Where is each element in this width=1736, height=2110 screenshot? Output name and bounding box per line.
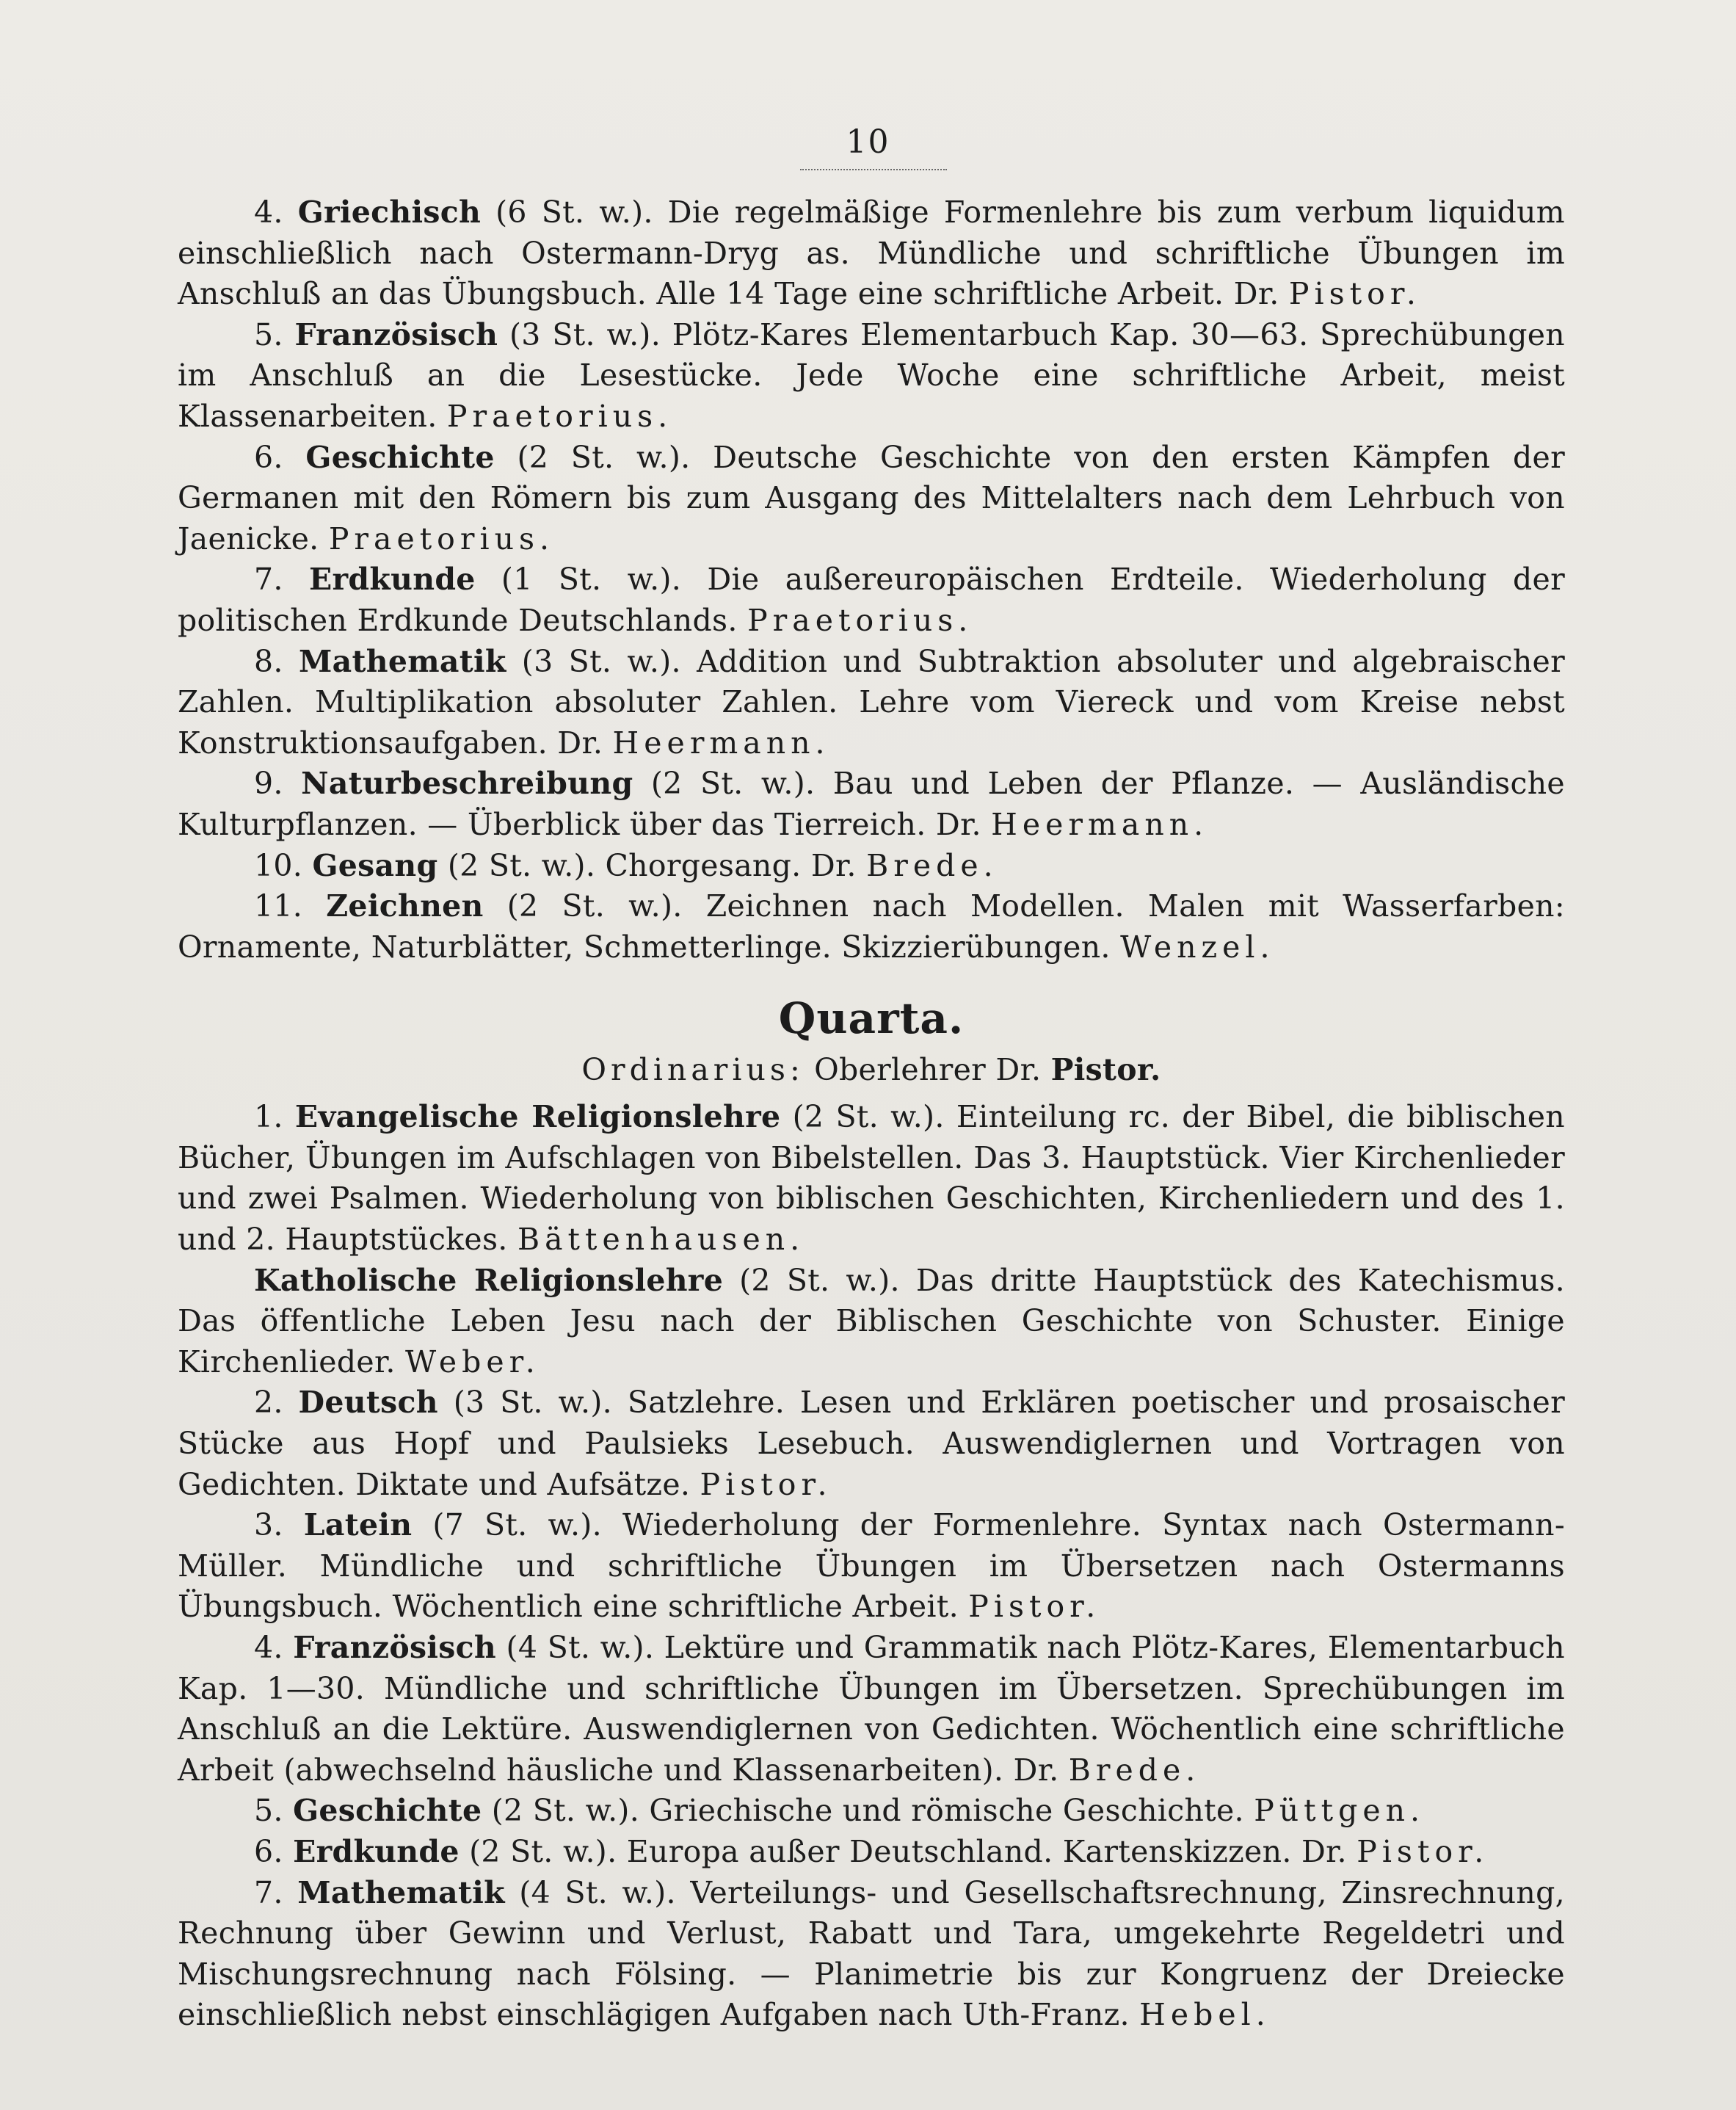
subject-heading: Mathematik xyxy=(297,1874,505,1910)
item-text: (2 St. w.). Griechische und römische Geschichte. xyxy=(482,1793,1254,1829)
subject-heading: Latein xyxy=(303,1507,413,1543)
teacher-name: Pistor. xyxy=(1288,276,1421,312)
subject-heading: Naturbeschreibung xyxy=(301,766,633,802)
subject-heading: Evangelische Religionslehre xyxy=(294,1099,781,1135)
teacher-name: Praetorius. xyxy=(747,602,973,638)
item-text: (2 St. w.). Bau und Leben der Pflanze. — Ausländische Kulturpflanzen. — Überblick über das Tierreich. Dr. xyxy=(178,766,1565,842)
paragraph-franzoesisch-quarta xyxy=(178,1628,1565,1791)
ordinarius-line xyxy=(178,1050,1565,1091)
item-number: 7. xyxy=(254,562,283,598)
paragraph-erdkunde xyxy=(178,559,1565,641)
body-text xyxy=(178,192,1565,2036)
item-text: (6 St. w.). Die regelmäßige Formenlehre bis zum verbum liquidum einschließlich nach Ostermann-Dryg as. Mündliche und schriftliche Übungen im Anschluß an das Übungsbuch. Alle 14 Tage eine schriftliche Arbeit. Dr. xyxy=(178,195,1565,312)
paragraph-griechisch xyxy=(178,192,1565,315)
item-number: 4. xyxy=(254,1630,283,1665)
item-text: (2 St. w.). Das dritte Hauptstück des Katechismus. Das öffentliche Leben Jesu nach der Biblischen Geschichte von Schuster. Einige Kirchenlieder. xyxy=(178,1262,1565,1380)
subject-heading: Mathematik xyxy=(298,643,506,679)
paragraph-geschichte xyxy=(178,438,1565,560)
item-number: 6. xyxy=(254,439,283,475)
paragraph-naturbeschreibung xyxy=(178,764,1565,845)
subject-heading: Katholische Religionslehre xyxy=(254,1262,724,1298)
item-number: 4. xyxy=(254,195,283,230)
item-text: (2 St. w.). Europa außer Deutschland. Kartenskizzen. Dr. xyxy=(459,1833,1357,1869)
ordinarius-text: Oberlehrer Dr. xyxy=(804,1052,1051,1088)
item-text: (2 St. w.). Chorgesang. Dr. xyxy=(437,847,867,883)
teacher-name: Praetorius. xyxy=(446,398,673,434)
item-text: (1 St. w.). Die außereuropäischen Erdteile. Wiederholung der politischen Erdkunde Deutschlands. xyxy=(178,562,1565,638)
teacher-name: Heermann. xyxy=(991,806,1209,842)
paragraph-franzoesisch xyxy=(178,315,1565,438)
subject-heading: Erdkunde xyxy=(308,562,476,598)
item-number: 6. xyxy=(254,1833,283,1869)
ordinarius-label: Ordinarius: xyxy=(581,1052,805,1088)
paragraph-erdkunde-quarta xyxy=(178,1832,1565,1873)
item-text: (4 St. w.). Verteilungs- und Gesellschaftsrechnung, Zinsrechnung, Rechnung über Gewinn und Verlust, Rabatt und Tara, umgekehrte Regeldetri und Mischungsrechnung nach Fölsing. — Planimetrie bis zur Kongruenz der Dreiecke einschließlich nebst einschlägigen Aufgaben nach Uth-Franz. xyxy=(178,1874,1565,2033)
teacher-name: Pistor. xyxy=(700,1466,832,1502)
ordinarius-name: Pistor. xyxy=(1050,1052,1161,1088)
teacher-name: Praetorius. xyxy=(328,521,555,556)
teacher-name: Bättenhausen. xyxy=(517,1222,805,1258)
teacher-name: Brede. xyxy=(1068,1752,1201,1788)
teacher-name: Püttgen. xyxy=(1254,1793,1426,1829)
subject-heading: Deutsch xyxy=(298,1385,438,1421)
item-number: 11. xyxy=(254,888,303,924)
subject-heading: Französisch xyxy=(294,316,498,352)
item-text: (3 St. w.). Satzlehre. Lesen und Erklären poetischer und prosaischer Stücke aus Hopf und Paulsieks Lesebuch. Auswendiglernen und Vortragen von Gedichten. Diktate und Aufsätze. xyxy=(178,1385,1565,1502)
item-text: (2 St. w.). Einteilung rc. der Bibel, die biblischen Bücher, Übungen im Aufschlagen von Bibelstellen. Das 3. Hauptstück. Vier Kirchenlieder und zwei Psalmen. Wiederholung von biblischen Geschichten, Kirchenliedern und des 1. und 2. Hauptstückes. xyxy=(178,1099,1565,1258)
teacher-name: Pistor. xyxy=(1357,1833,1489,1869)
subject-heading: Geschichte xyxy=(293,1793,482,1829)
item-number: 3. xyxy=(254,1507,283,1543)
teacher-name: Heermann. xyxy=(612,725,830,761)
item-text: (7 St. w.). Wiederholung der Formenlehre. Syntax nach Ostermann-Müller. Mündliche und schriftliche Übungen im Übersetzen nach Ostermanns Übungsbuch. Wöchentlich eine schriftliche Arbeit. xyxy=(178,1507,1565,1625)
item-number: 1. xyxy=(254,1099,283,1135)
subject-heading: Zeichnen xyxy=(326,888,484,924)
item-text: (3 St. w.). Plötz-Kares Elementarbuch Kap. 30—63. Sprechübungen im Anschluß an die Lesestücke. Jede Woche eine schriftliche Arbeit, meist Klassenarbeiten. xyxy=(178,316,1566,434)
paragraph-deutsch xyxy=(178,1382,1565,1505)
subject-heading: Erdkunde xyxy=(293,1833,460,1869)
paragraph-mathematik xyxy=(178,642,1565,764)
teacher-name: Brede. xyxy=(866,847,998,883)
item-text: (2 St. w.). Deutsche Geschichte von den ersten Kämpfen der Germanen mit den Römern bis zum Ausgang des Mittelalters nach dem Lehrbuch von Jaenicke. xyxy=(178,439,1565,556)
page-number: 10 xyxy=(846,123,890,161)
subject-heading: Griechisch xyxy=(297,195,482,230)
section-title-quarta: Quarta. xyxy=(778,993,965,1044)
subject-heading: Geschichte xyxy=(305,439,495,475)
paragraph-zeichnen xyxy=(178,886,1565,968)
page-number-rule xyxy=(800,164,947,170)
item-number: 2. xyxy=(254,1385,283,1421)
item-number: 8. xyxy=(254,643,283,679)
item-number: 9. xyxy=(254,766,283,802)
paragraph-kath-religion xyxy=(178,1261,1565,1383)
teacher-name: Hebel. xyxy=(1139,1997,1271,2033)
item-text: (2 St. w.). Zeichnen nach Modellen. Malen mit Wasserfarben: Ornamente, Naturblätter, Schmetterlinge. Skizzierübungen. xyxy=(178,888,1565,965)
teacher-name: Weber. xyxy=(405,1344,540,1380)
item-number: 7. xyxy=(254,1874,283,1910)
paragraph-gesang xyxy=(178,846,1565,887)
item-number: 5. xyxy=(254,316,283,352)
paragraph-ev-religion xyxy=(178,1097,1565,1260)
item-number: 5. xyxy=(254,1793,283,1829)
teacher-name: Wenzel. xyxy=(1120,929,1275,965)
item-number: 10. xyxy=(254,847,303,883)
teacher-name: Pistor. xyxy=(968,1589,1101,1625)
paragraph-mathematik-quarta xyxy=(178,1873,1565,2036)
paragraph-latein xyxy=(178,1505,1565,1628)
subject-heading: Französisch xyxy=(293,1630,497,1665)
paragraph-geschichte-quarta xyxy=(178,1791,1565,1832)
item-text: (3 St. w.). Addition und Subtraktion absoluter und algebraischer Zahlen. Multiplikation absoluter Zahlen. Lehre vom Viereck und vom Kreise nebst Konstruktionsaufgaben. Dr. xyxy=(178,643,1565,761)
subject-heading: Gesang xyxy=(312,847,438,883)
item-text: (4 St. w.). Lektüre und Grammatik nach Plötz-Kares, Elementarbuch Kap. 1—30. Mündliche und schriftliche Übungen im Übersetzen. Sprechübungen im Anschluß an die Lektüre. Auswendiglernen von Gedichten. Wöchentlich eine schriftliche Arbeit (abwechselnd häusliche und Klassenarbeiten). Dr. xyxy=(178,1630,1565,1788)
